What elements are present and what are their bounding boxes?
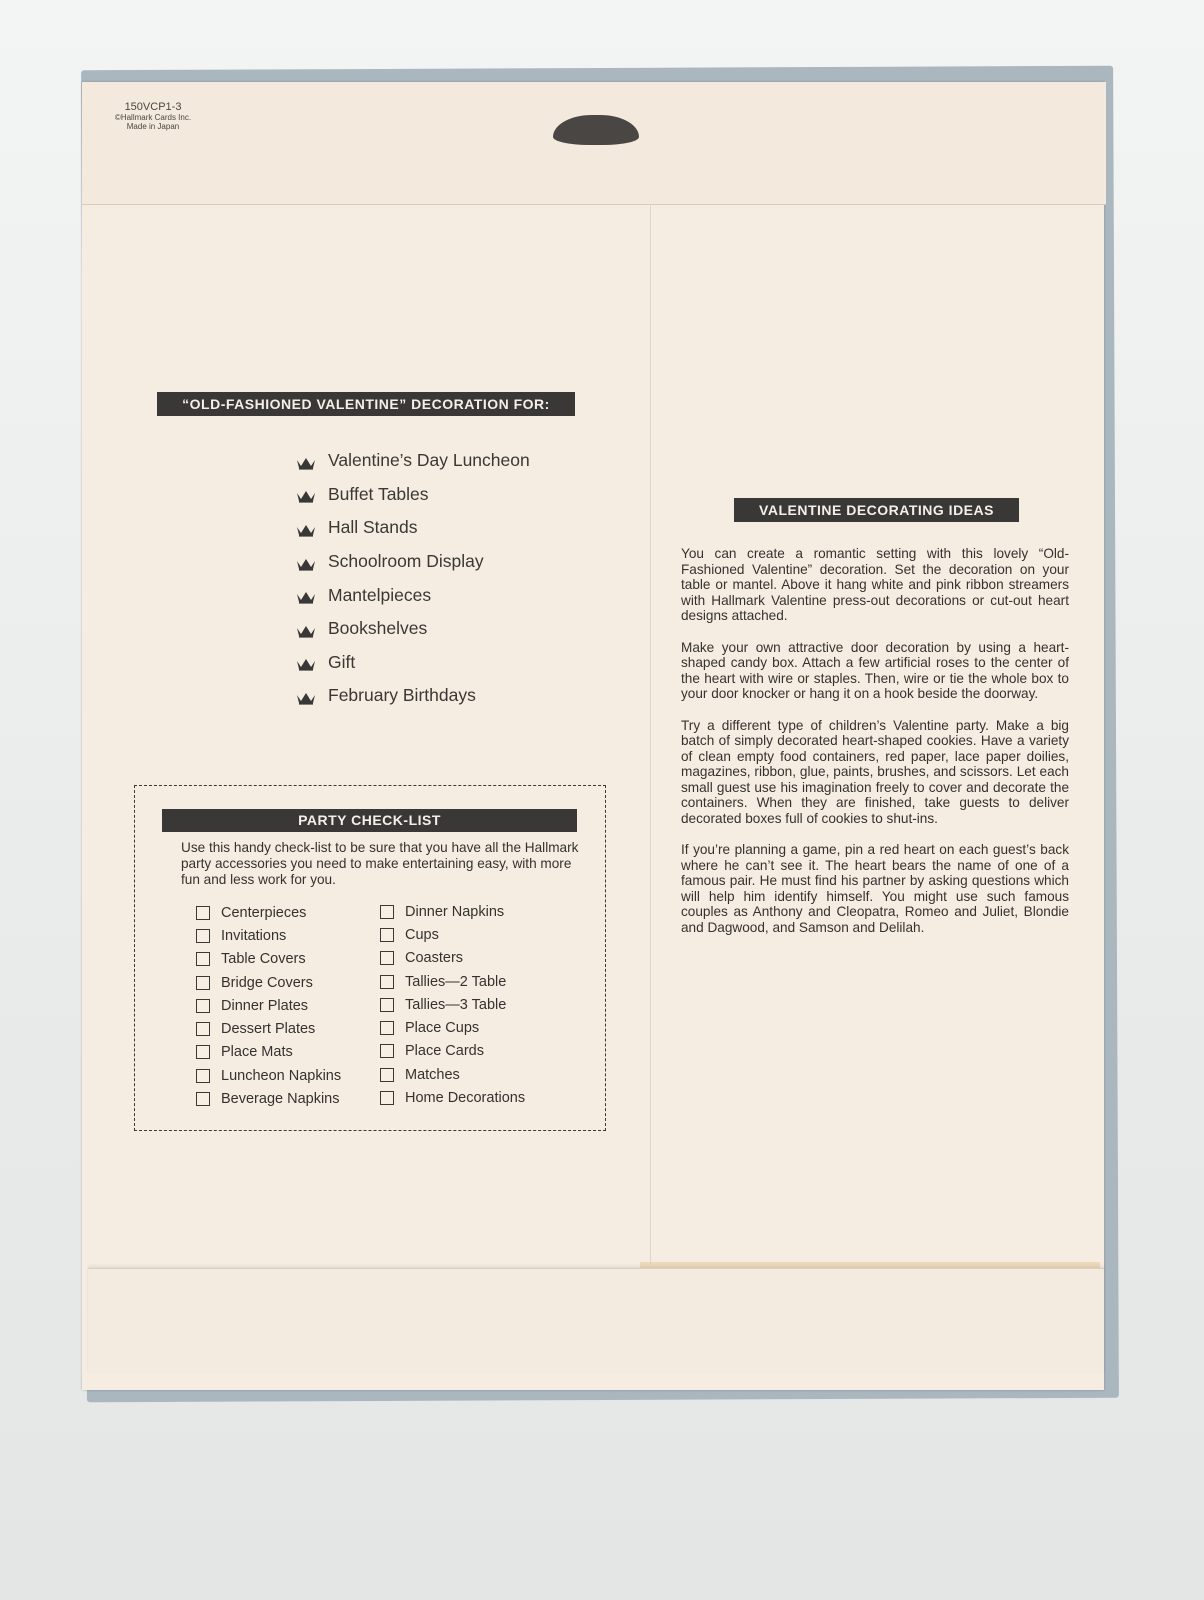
- crown-icon: [296, 689, 316, 703]
- checklist-item-label: Tallies—2 Table: [405, 973, 507, 990]
- decoration-item-label: February Birthdays: [328, 685, 476, 706]
- ideas-paragraph: Try a different type of children’s Valentine party. Make a big batch of simply decorated heart-shaped cookies. Have a variety of clean empty food containers, red paper, lace paper doilies, magazines, ribbon, glue, paints, brushes, and scissors. Let each small guest use his imagination freely to cover and decorate the containers. When they are finished, take guests to deliver decorated boxes full of cookies to shut-ins.: [681, 717, 1069, 826]
- copyright-text: ©Hallmark Cards Inc.: [114, 113, 192, 122]
- checkbox-square-icon: [380, 1044, 394, 1058]
- checklist-item: [196, 1087, 341, 1110]
- checkbox-square-icon: [196, 976, 210, 990]
- decoration-item-label: Hall Stands: [328, 517, 418, 538]
- checklist-item-label: Dinner Plates: [221, 997, 309, 1014]
- checkbox-square-icon: [380, 998, 394, 1012]
- checklist-item: [196, 971, 341, 994]
- checkbox-square-icon: [380, 928, 394, 942]
- checkbox-square-icon: [196, 952, 210, 966]
- checklist-item-label: Dessert Plates: [221, 1021, 316, 1038]
- decoration-item-label: Bookshelves: [328, 618, 428, 639]
- decoration-heading: “OLD-FASHIONED VALENTINE” DECORATION FOR:: [157, 392, 575, 416]
- checklist-item: [196, 948, 341, 971]
- checklist-item: [196, 1017, 341, 1040]
- checklist-item-label: Tallies—3 Table: [405, 996, 507, 1013]
- checklist-item: [380, 1063, 525, 1086]
- decoration-item-label: Schoolroom Display: [328, 551, 484, 572]
- checkbox-square-icon: [380, 905, 394, 919]
- decoration-item: [296, 679, 530, 713]
- checklist-item-label: Matches: [405, 1066, 460, 1083]
- checklist-item: [196, 994, 341, 1017]
- checklist-item: [196, 924, 341, 947]
- checklist-item: [380, 970, 525, 993]
- crown-icon: [296, 655, 316, 669]
- checklist-item: [380, 923, 525, 946]
- checklist-item: [380, 1040, 525, 1063]
- checklist-item-label: Cups: [405, 926, 439, 943]
- decoration-item-label: Valentine’s Day Luncheon: [328, 450, 530, 471]
- checklist-right-column: [380, 900, 525, 1110]
- checklist-item-label: Invitations: [221, 927, 287, 944]
- decoration-item: [296, 578, 530, 612]
- decoration-item-label: Buffet Tables: [328, 483, 429, 504]
- decoration-item-label: Mantelpieces: [328, 584, 432, 605]
- checklist-item: [380, 1016, 525, 1039]
- checklist-item: [196, 901, 341, 924]
- ideas-paragraph: You can create a romantic setting with this lovely “Old-Fashioned Valentine” decoration. Set the decoration on your table or mantel. Above it hang white and pink ribbon streamers with Hallmark Valentine press-out decorations or cut-out heart designs attached.: [681, 546, 1069, 623]
- crown-icon: [296, 454, 316, 468]
- decoration-list: [296, 444, 530, 713]
- checklist-item-label: Table Covers: [221, 951, 306, 968]
- ideas-heading: VALENTINE DECORATING IDEAS: [734, 498, 1019, 522]
- checklist-item: [380, 947, 525, 970]
- checkbox-square-icon: [196, 1092, 210, 1106]
- checkbox-square-icon: [380, 975, 394, 989]
- checkbox-square-icon: [196, 1069, 210, 1083]
- decoration-item: [296, 646, 530, 680]
- checkbox-square-icon: [196, 929, 210, 943]
- checklist-item: [380, 993, 525, 1016]
- decoration-item-label: Gift: [328, 651, 356, 672]
- checklist-intro: Use this handy check-list to be sure that you have all the Hallmark party accessories you need to make entertaining easy, with more fun and less work for you.: [181, 840, 579, 887]
- decoration-item: [296, 478, 530, 512]
- checklist-item: [196, 1041, 341, 1064]
- checkbox-square-icon: [380, 1091, 394, 1105]
- product-number: 150VCP1-3: [124, 101, 182, 113]
- checkbox-square-icon: [196, 906, 210, 920]
- origin-text: Made in Japan: [126, 122, 180, 131]
- checklist-item-label: Dinner Napkins: [405, 903, 505, 920]
- checklist-item-label: Coasters: [405, 950, 464, 967]
- checklist-left-column: [196, 901, 341, 1111]
- checklist-item-label: Place Cards: [405, 1043, 484, 1060]
- crown-icon: [296, 555, 316, 569]
- ideas-paragraph: Make your own attractive door decoration by using a heart-shaped candy box. Attach a few artificial roses to the center of the heart with wire or staples. Then, wire or tie the whole box to your door knocker or hang it on a hook beside the doorway.: [681, 639, 1069, 701]
- crown-icon: [296, 521, 316, 535]
- checklist-item-label: Home Decorations: [405, 1090, 526, 1107]
- product-code: [98, 102, 208, 131]
- checkbox-square-icon: [380, 951, 394, 965]
- ideas-paragraph: If you’re planning a game, pin a red heart on each guest’s back where he can’t see it. The heart bears the name of one of a famous pair. He must find his partner by asking questions which will help him identify himself. You might use such famous couples as Anthony and Cleopatra, Romeo and Juliet, Blondie and Dagwood, and Samson and Delilah.: [681, 842, 1069, 935]
- checkbox-square-icon: [196, 1022, 210, 1036]
- checklist-item: [380, 1086, 525, 1109]
- checklist-item-label: Centerpieces: [221, 904, 307, 921]
- checkbox-square-icon: [196, 999, 210, 1013]
- checklist-item: [196, 1064, 341, 1087]
- center-fold: [650, 204, 651, 1264]
- checklist-item-label: Place Cups: [405, 1020, 480, 1037]
- checkbox-square-icon: [196, 1045, 210, 1059]
- checklist-item: [380, 900, 525, 923]
- ideas-text: [681, 546, 1069, 951]
- crown-icon: [296, 487, 316, 501]
- decoration-item: [296, 545, 530, 579]
- decoration-item: [296, 612, 530, 646]
- bottom-flap: [88, 1268, 1104, 1373]
- checkbox-square-icon: [380, 1068, 394, 1082]
- checklist-item-label: Place Mats: [221, 1044, 293, 1061]
- checkbox-square-icon: [380, 1021, 394, 1035]
- checklist-item-label: Beverage Napkins: [221, 1091, 340, 1108]
- crown-icon: [296, 588, 316, 602]
- decoration-item: [296, 444, 530, 478]
- crown-icon: [296, 622, 316, 636]
- checklist-heading: PARTY CHECK-LIST: [162, 809, 577, 832]
- checklist-item-label: Bridge Covers: [221, 974, 313, 991]
- checklist-item-label: Luncheon Napkins: [221, 1067, 342, 1084]
- decoration-item: [296, 511, 530, 545]
